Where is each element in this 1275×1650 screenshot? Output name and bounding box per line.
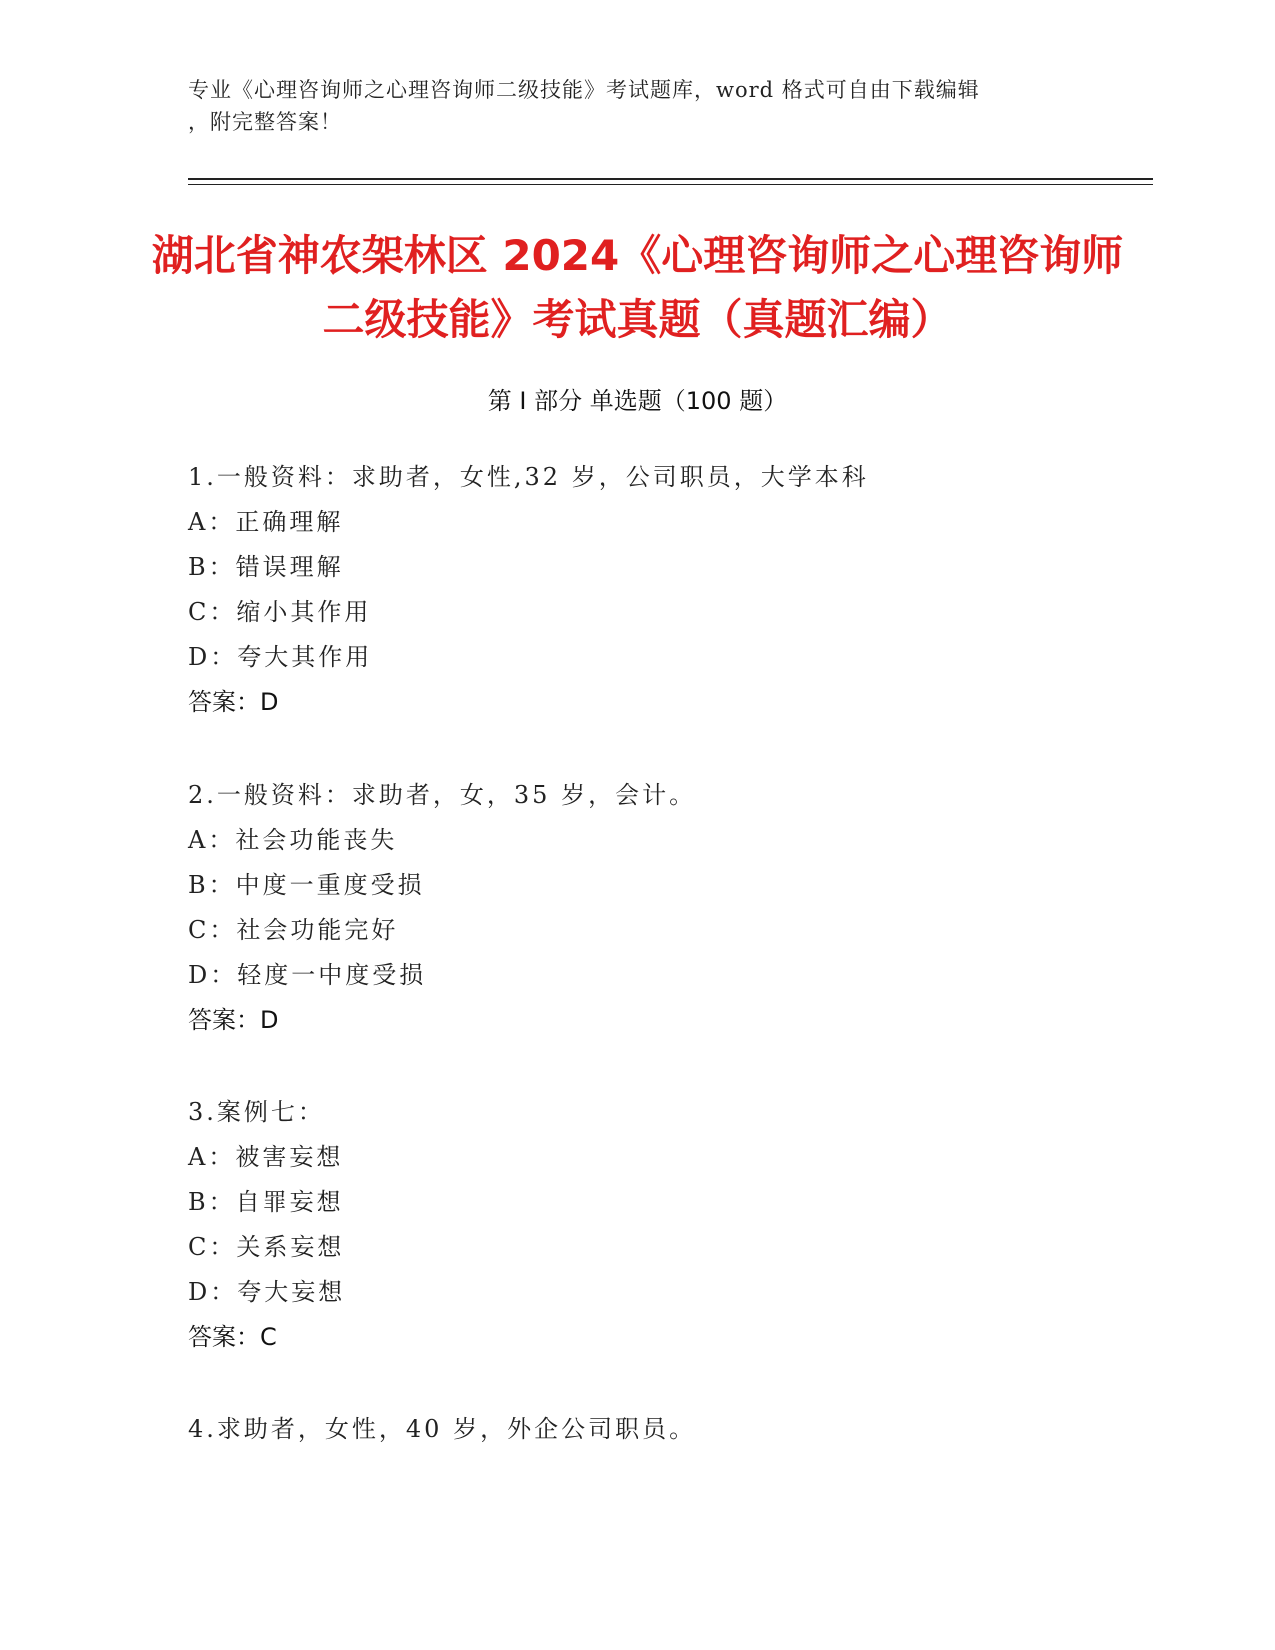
option-a: A：社会功能丧失 [188, 826, 398, 854]
answer: 答案：D [188, 1006, 279, 1034]
option-c: C：社会功能完好 [188, 916, 399, 944]
option-a: A：正确理解 [188, 508, 344, 536]
question-stem: 2.一般资料：求助者，女，35 岁，会计。 [188, 781, 697, 809]
answer: 答案：D [188, 688, 279, 716]
option-c: C：缩小其作用 [188, 598, 372, 626]
section-heading: 第 I 部分 单选题（100 题） [487, 387, 788, 415]
question-4 [188, 1407, 1148, 1452]
option-d: D：轻度一中度受损 [188, 961, 427, 989]
option-a: A：被害妄想 [188, 1143, 344, 1171]
option-c: C：关系妄想 [188, 1233, 345, 1261]
option-b: B：中度一重度受损 [188, 871, 425, 899]
header-divider-thick [188, 178, 1153, 180]
option-b: B：自罪妄想 [188, 1188, 344, 1216]
header-note: 专业《心理咨询师之心理咨询师二级技能》考试题库，word 格式可自由下载编辑 ，附完整答案！ [188, 78, 980, 134]
question-3 [188, 1090, 1148, 1360]
option-d: D：夸大妄想 [188, 1278, 346, 1306]
answer: 答案：C [188, 1323, 277, 1351]
option-d: D：夸大其作用 [188, 643, 373, 671]
document-title: 湖北省神农架林区 2024《心理咨询师之心理咨询师二级技能》考试真题（真题汇编） [151, 231, 1124, 344]
question-1 [188, 455, 1148, 725]
question-stem: 1.一般资料：求助者，女性,32 岁，公司职员，大学本科 [188, 463, 869, 491]
option-b: B：错误理解 [188, 553, 344, 581]
question-2 [188, 773, 1148, 1043]
question-stem: 4.求助者，女性，40 岁，外企公司职员。 [188, 1415, 697, 1443]
header-divider-thin [188, 184, 1153, 185]
question-stem: 3.案例七： [188, 1098, 325, 1126]
